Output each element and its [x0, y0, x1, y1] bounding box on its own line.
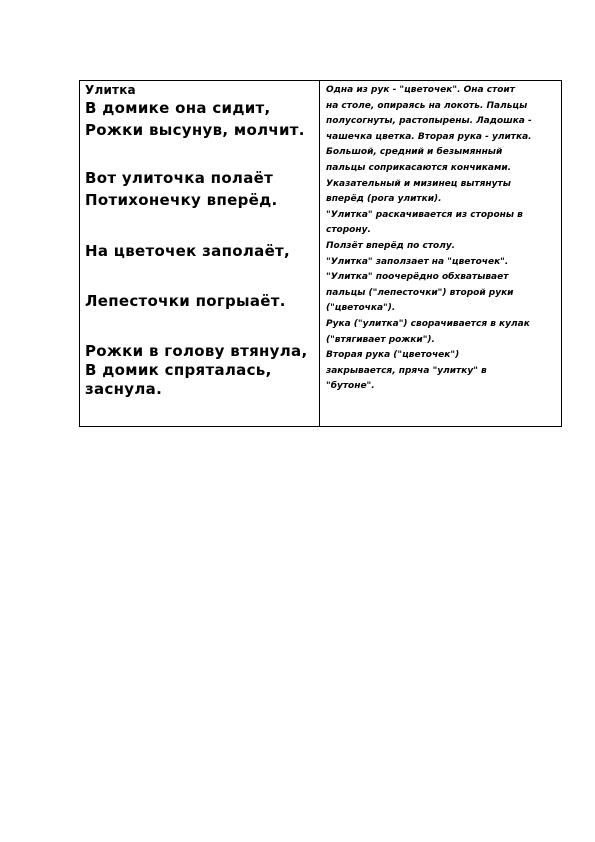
poem-line: Рожки высунув, молчит. — [85, 121, 305, 139]
poem-title: Улитка — [85, 83, 136, 97]
poem-line: Потихонечку вперёд. — [85, 191, 278, 209]
poem-line: В домик спряталась, заснула. — [85, 361, 272, 398]
poem-cell — [80, 81, 320, 427]
instruction-line: "Улитка" раскачивается из стороны в — [326, 209, 523, 220]
instructions-cell — [320, 81, 562, 427]
instruction-line: ("цветочка"). — [326, 303, 396, 314]
instruction-line: Большой, средний и безымянный — [326, 147, 503, 158]
instruction-line: Рука ("улитка") сворачивается в кулак — [326, 318, 530, 329]
poem-line: Вот улиточка полаёт — [85, 169, 274, 187]
instruction-line: "Улитка" заползает на "цветочек". — [326, 256, 509, 267]
instruction-line: "бутоне". — [326, 381, 375, 392]
instruction-line: Вторая рука ("цветочек") — [326, 350, 460, 361]
instruction-line: полусогнуты, растопырены. Ладошка - — [326, 116, 532, 127]
fingerplay-table — [79, 80, 562, 427]
table-row — [80, 81, 562, 427]
instruction-line: Одна из рук - "цветочек". Она стоит — [326, 85, 515, 95]
instruction-line: вперёд (рога улитки). — [326, 194, 442, 205]
instruction-line: чашечка цветка. Вторая рука - улитка. — [326, 131, 532, 142]
poem-line: На цветочек заполаёт, — [85, 242, 291, 260]
instruction-line: пальцы соприкасаются кончиками. — [326, 162, 512, 173]
instruction-line: сторону. — [326, 225, 371, 236]
instruction-line: ("втягивает рожки"). — [326, 334, 435, 345]
instruction-line: на столе, опираясь на локоть. Пальцы — [326, 100, 528, 111]
poem-line: Лепесточки погрыаёт. — [85, 292, 286, 310]
instruction-line: "Улитка" поочерёдно обхватывает — [326, 272, 509, 283]
instruction-line: Указательный и мизинец вытянуты — [326, 178, 511, 189]
instruction-line: пальцы ("лепесточки") второй руки — [326, 287, 514, 298]
instruction-line: закрывается, пряча "улитку" в — [326, 365, 487, 376]
poem-line: В домике она сидит, — [85, 99, 271, 117]
instruction-line: Ползёт вперёд по столу. — [326, 240, 456, 251]
poem-line: Рожки в голову втянула, — [85, 342, 308, 360]
